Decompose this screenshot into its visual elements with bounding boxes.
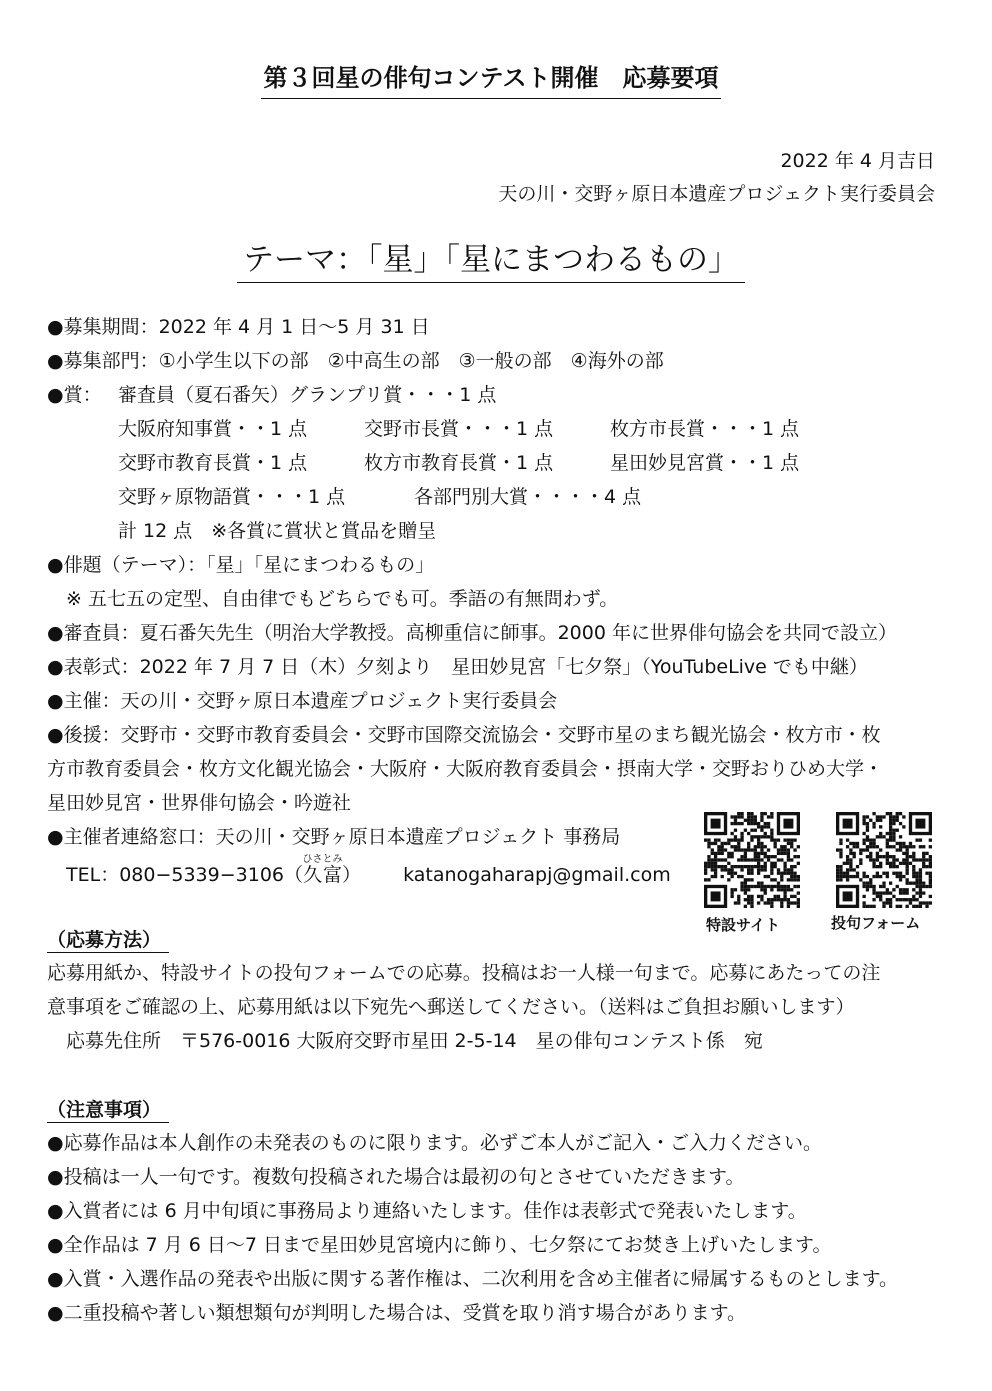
awards-row-1 (118, 412, 799, 446)
qr-code-form[interactable] (836, 812, 932, 908)
qr-finder (711, 891, 721, 901)
support-line-1: ●後援：交野市・交野市教育委員会・交野市国際交流協会・交野市星のまち観光協会・枚方市・枚 (47, 724, 881, 746)
award: 交野ヶ原物語賞・・・1 点 (118, 486, 346, 508)
awards-label: ●賞： (47, 384, 102, 406)
document-title (0, 58, 982, 93)
name-reading: ひさとみ (302, 854, 343, 865)
award: 大阪府知事賞・・1 点 (118, 418, 308, 440)
name-text: 久富 (302, 864, 343, 886)
contact-tel (66, 854, 671, 888)
organizer: 天の川・交野ヶ原日本遺産プロジェクト実行委員会 (498, 183, 935, 205)
note-item: ●投稿は一人一句です。複数句投稿された場合は最初の句とさせていただきます。 (47, 1166, 745, 1188)
method-line-2: 意事項をご確認の上、応募用紙は以下宛先へ郵送してください。（送料はご負担お願いします） (47, 996, 855, 1018)
note-item: ●二重投稿や著しい類想類句が判明した場合は、受賞を取り消す場合があります。 (47, 1302, 747, 1324)
awards-row-3 (118, 480, 641, 514)
ceremony: ●表彰式：2022 年 7 月 7 日（木）夕刻より 星田妙見宮「七夕祭」（YouTubeLive でも中継） (47, 656, 868, 678)
award: 交野市長賞・・・1 点 (364, 418, 554, 440)
judge: ●審査員：夏石番矢先生（明治大学教授。高柳重信に師事。2000 年に世界俳句協会を共同で設立） (47, 622, 897, 644)
note-item: ●全作品は 7 月 6 日～7 日まで星田妙見宮境内に飾り、七夕祭にてお焚き上げいたします。 (47, 1234, 832, 1256)
grand-prix: 審査員（夏石番矢）グランプリ賞・・・1 点 (118, 384, 497, 406)
award: 各部門別大賞・・・・4 点 (414, 486, 642, 508)
period: ●募集期間：2022 年 4 月 1 日～5 月 31 日 (47, 316, 430, 338)
qr-finder (843, 819, 853, 829)
mailing-address: 応募先住所 〒576-0016 大阪府交野市星田 2-5-14 星の俳句コンテスト係 宛 (66, 1030, 763, 1052)
qr-finder (783, 819, 793, 829)
qr-finder (915, 819, 925, 829)
support-line-2: 方市教育委員会・枚方文化観光協会・大阪府・大阪府教育委員会・摂南大学・交野おりひめ大学・ (47, 758, 884, 780)
email-link[interactable]: katanogaharapj@gmail.com (403, 864, 671, 886)
host: ●主催：天の川・交野ヶ原日本遺産プロジェクト実行委員会 (47, 690, 558, 712)
note-item: ●入賞・入選作品の発表や出版に関する著作権は、二次利用を含め主催者に帰属するものとします。 (47, 1268, 899, 1290)
notes-heading: （注意事項） (47, 1099, 162, 1121)
subject: ●俳題（テーマ）：「星」「星にまつわるもの」 (47, 554, 435, 576)
contact-name (302, 854, 343, 886)
awards-total: 計 12 点 ※各賞に賞状と賞品を贈呈 (118, 520, 437, 542)
awards-row-2 (118, 446, 799, 480)
method-line-1: 応募用紙か、特設サイトの投句フォームでの応募。投稿はお一人様一句まで。応募にあたっての注 (47, 962, 881, 984)
theme-text: テーマ：「星」「星にまつわるもの」 (237, 242, 745, 283)
notes-underline (47, 1122, 169, 1123)
support-line-3: 星田妙見宮・世界俳句協会・吟遊社 (47, 792, 352, 814)
method-underline (47, 952, 169, 953)
award: 交野市教育長賞・1 点 (118, 452, 308, 474)
award: 枚方市教育長賞・1 点 (364, 452, 554, 474)
note-item: ●応募作品は本人創作の未発表のものに限ります。必ずご本人がご記入・ご入力ください。 (47, 1132, 823, 1154)
qr-code-site[interactable] (704, 812, 800, 908)
method-heading: （応募方法） (47, 929, 162, 951)
issue-date: 2022 年 4 月吉日 (780, 150, 935, 172)
contact: ●主催者連絡窓口：天の川・交野ヶ原日本遺産プロジェクト 事務局 (47, 826, 621, 848)
qr-finder (711, 819, 721, 829)
award: 星田妙見宮賞・・1 点 (610, 452, 800, 474)
qr-finder (843, 891, 853, 901)
title-text: 第３回星の俳句コンテスト開催 応募要項 (261, 64, 720, 99)
note-item: ●入賞者には 6 月中旬頃に事務局より連絡いたします。佳作は表彰式で発表いたします。 (47, 1200, 807, 1222)
theme-heading (0, 234, 982, 279)
award: 枚方市長賞・・・1 点 (610, 418, 800, 440)
tel: TEL：080−5339−3106（ (66, 864, 304, 886)
qr-form-label: 投句フォーム (831, 914, 921, 932)
subject-note: ※ 五七五の定型、自由律でもどちらでも可。季語の有無問わず。 (66, 588, 619, 610)
tel-close: ） (342, 864, 362, 886)
divisions: ●募集部門：①小学生以下の部 ②中高生の部 ③一般の部 ④海外の部 (47, 350, 664, 372)
qr-site-label: 特設サイト (706, 916, 780, 934)
